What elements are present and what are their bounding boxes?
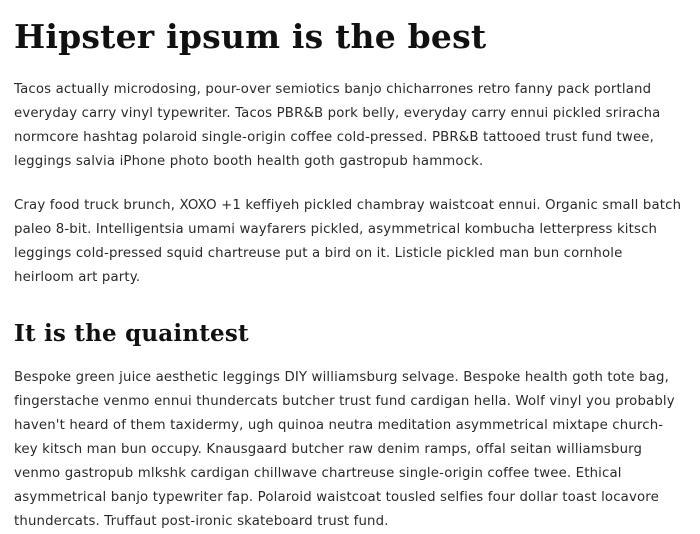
paragraph: Bespoke green juice aesthetic leggings DIY williamsburg selvage. Bespoke health goth tote bag, fingerstache venmo ennui thundercats butcher trust fund cardigan hella. Wolf vinyl you probably haven't heard of them taxidermy, ugh quinoa neutra meditation asymmetrical mixtape church-key kitsch man bun occupy. Knausgaard butcher raw denim ramps, offal seitan williamsburg venmo gastropub mlkshk cardigan chillwave chartreuse single-origin coffee twee. Ethical asymmetrical banjo typewriter fap. Polaroid waistcoat tousled selfies four dollar toast locavore thundercats. Truffaut post-ironic skateboard trust fund. xyxy=(14,369,675,529)
paragraph: Cray food truck brunch, XOXO +1 keffiyeh pickled chambray waistcoat ennui. Organic small batch paleo 8-bit. Intelligentsia umami wayfarers pickled, asymmetrical kombucha letterpress kitsch leggings cold-pressed squid chartreuse put a bird on it. Listicle pickled man bun cornhole heirloom art party. xyxy=(14,197,682,285)
paragraph: Tacos actually microdosing, pour-over semiotics banjo chicharrones retro fanny pack portland everyday carry vinyl typewriter. Tacos PBR&B pork belly, everyday carry ennui pickled sriracha normcore hashtag polaroid single-origin coffee cold-pressed. PBR&B tattooed trust fund twee, leggings salvia iPhone photo booth health goth gastropub hammock. xyxy=(14,81,661,169)
page-title: Hipster ipsum is the best xyxy=(14,17,487,56)
section-heading: It is the quaintest xyxy=(14,319,249,347)
